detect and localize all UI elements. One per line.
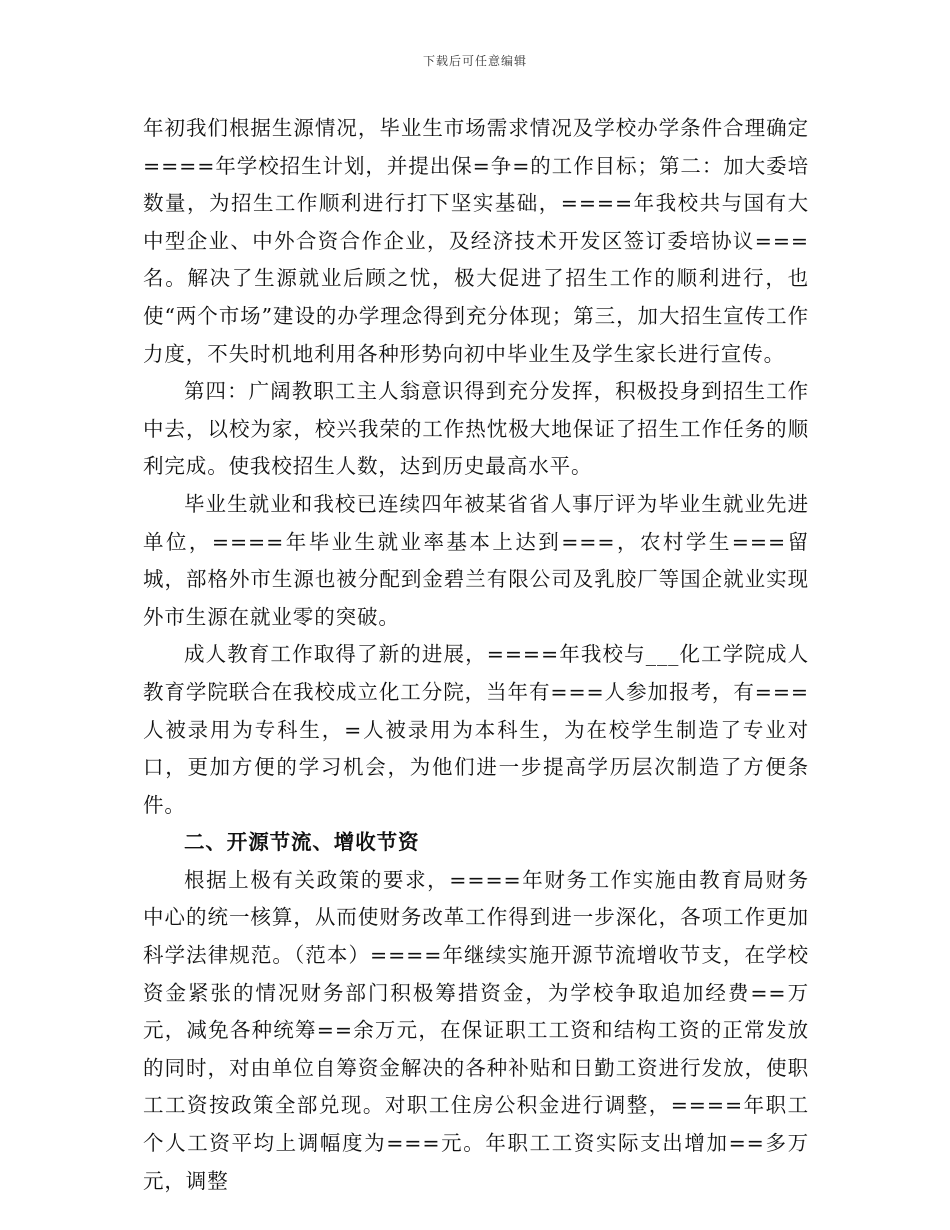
paragraph-continuation: 年初我们根据生源情况，毕业生市场需求情况及学校办学条件合理确定====年学校招生计划，并提出保=争=的工作目标；第二：加大委培数量，为招生工作顺利进行打下坚实基础，====年我校共与国有大中型企业、中外合资合作企业，及经济技术开发区签订委培协议===名。解决了生源就业后顾之忧，极大促进了招生工作的顺利进行，也使“两个市场”建设的办学理念得到充分体现；第三，加大招生宣传工作力度，不失时机地利用各种形势向初中毕业生及学生家长进行宣传。 [143,116,809,366]
document-body [143,110,809,1200]
paragraph-finance: 根据上极有关政策的要求，====年财务工作实施由教育局财务中心的统一核算，从而使财务改革工作得到进一步深化，各项工作更加科学法律规范。（范本）====年继续实施开源节流增收节支，在学校资金紧张的情况财务部门积极筹措资金，为学校争取追加经费==万元，减免各种统筹==余万元，在保证职工工资和结构工资的正常发放的同时，对由单位自筹资金解决的各种补贴和日勤工资进行发放，使职工工资按政策全部兑现。对职工住房公积金进行调整，====年职工个人工资平均上调幅度为===元。年职工工资实际支出增加==多万元，调整 [143,867,809,1193]
section-heading: 二、开源节流、增收节资 [184,830,420,855]
paragraph-fourth-point: 第四：广阔教职工主人翁意识得到充分发挥，积极投身到招生工作中去，以校为家，校兴我荣的工作热忱极大地保证了招生工作任务的顺利完成。使我校招生人数，达到历史最高水平。 [143,379,809,479]
paragraph-adult-education: 成人教育工作取得了新的进展，====年我校与___化工学院成人教育学院联合在我校成立化工分院，当年有===人参加报考，有===人被录用为专科生，=人被录用为本科生，为在校学生制造了专业对口，更加方便的学习机会，为他们进一步提高学历层次制造了方便条件。 [143,642,809,817]
paragraph-graduate-employment: 毕业生就业和我校已连续四年被某省省人事厅评为毕业生就业先进单位，====年毕业生就业率基本上达到===，农村学生===留城，部格外市生源也被分配到金碧兰有限公司及乳胶厂等国企就业实现外市生源在就业零的突破。 [143,491,809,629]
page-header: 下载后可任意编辑 [422,54,527,68]
